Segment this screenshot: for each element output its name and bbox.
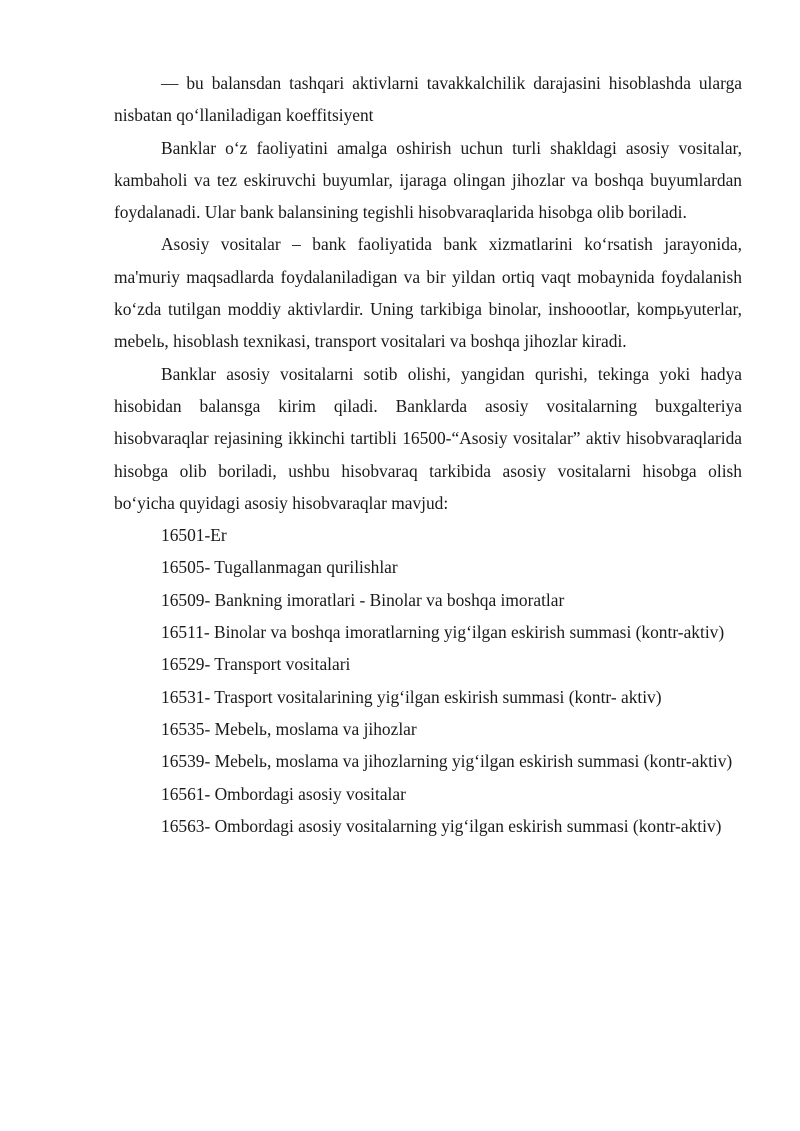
- list-item-account: 16511- Binolar va boshqa imoratlarning yig‘ilgan eskirish summasi (kontr-aktiv): [161, 622, 725, 643]
- paragraph-bank-assets-intro: Banklar o‘z faoliyatini amalga oshirish uchun turli shakldagi asosiy vositalar, kambaholi va tez eskiruvchi buyumlar, ijaraga olingan jihozlar va boshqa buyumlardan foydalanadi. Ular bank balansining tegishli hisobvaraqlarida hisobga olib boriladi.: [114, 137, 742, 223]
- list-item-account: 16509- Bankning imoratlari - Binolar va boshqa imoratlar: [161, 589, 565, 610]
- list-item-account: 16561- Ombordagi asosiy vositalar: [161, 783, 406, 804]
- list-item-account: 16529- Transport vositalari: [161, 654, 351, 675]
- list-item-account: 16501-Er: [161, 525, 227, 546]
- paragraph-coefficient-definition: — bu balansdan tashqari aktivlarni tavakkalchilik darajasini hisoblashda ularga nisbatan qo‘llaniladigan koeffitsiyent: [114, 73, 742, 126]
- list-item-account: 16535- Mebelь, moslama va jihozlar: [161, 718, 417, 739]
- paragraph-accounting-accounts: Banklar asosiy vositalarni sotib olishi, yangidan qurishi, tekinga yoki hadya hisobidan balansga kirim qiladi. Banklarda asosiy vositalarning buxgalteriya hisobvaraqlar rejasining ikkinchi tartibli 16500-“Asosiy vositalar” aktiv hisobvaraqlarida hisobga olib boriladi, ushbu hisobvaraq tarkibida asosiy vositalarni hisobga olish bo‘yicha quyidagi asosiy hisobvaraqlar mavjud:: [114, 363, 742, 513]
- paragraph-fixed-assets-definition: Asosiy vositalar – bank faoliyatida bank xizmatlarini ko‘rsatish jarayonida, ma'muriy maqsadlarda foydalaniladigan va bir yildan ortiq vaqt mobaynida foydalanish ko‘zda tutilgan moddiy aktivlardir. Uning tarkibiga binolar, inshoootlar, kompьyuterlar, mebelь, hisoblash texnikasi, transport vositalari va boshqa jihozlar kiradi.: [114, 234, 742, 352]
- list-item-account: 16531- Trasport vositalarining yig‘ilgan eskirish summasi (kontr- aktiv): [161, 686, 662, 707]
- list-item-account: 16505- Tugallanmagan qurilishlar: [161, 557, 398, 578]
- list-item-account: 16539- Mebelь, moslama va jihozlarning yig‘ilgan eskirish summasi (kontr-aktiv): [161, 751, 733, 772]
- list-item-account: 16563- Ombordagi asosiy vositalarning yig‘ilgan eskirish summasi (kontr-aktiv): [161, 815, 722, 836]
- accounts-list: [114, 519, 742, 842]
